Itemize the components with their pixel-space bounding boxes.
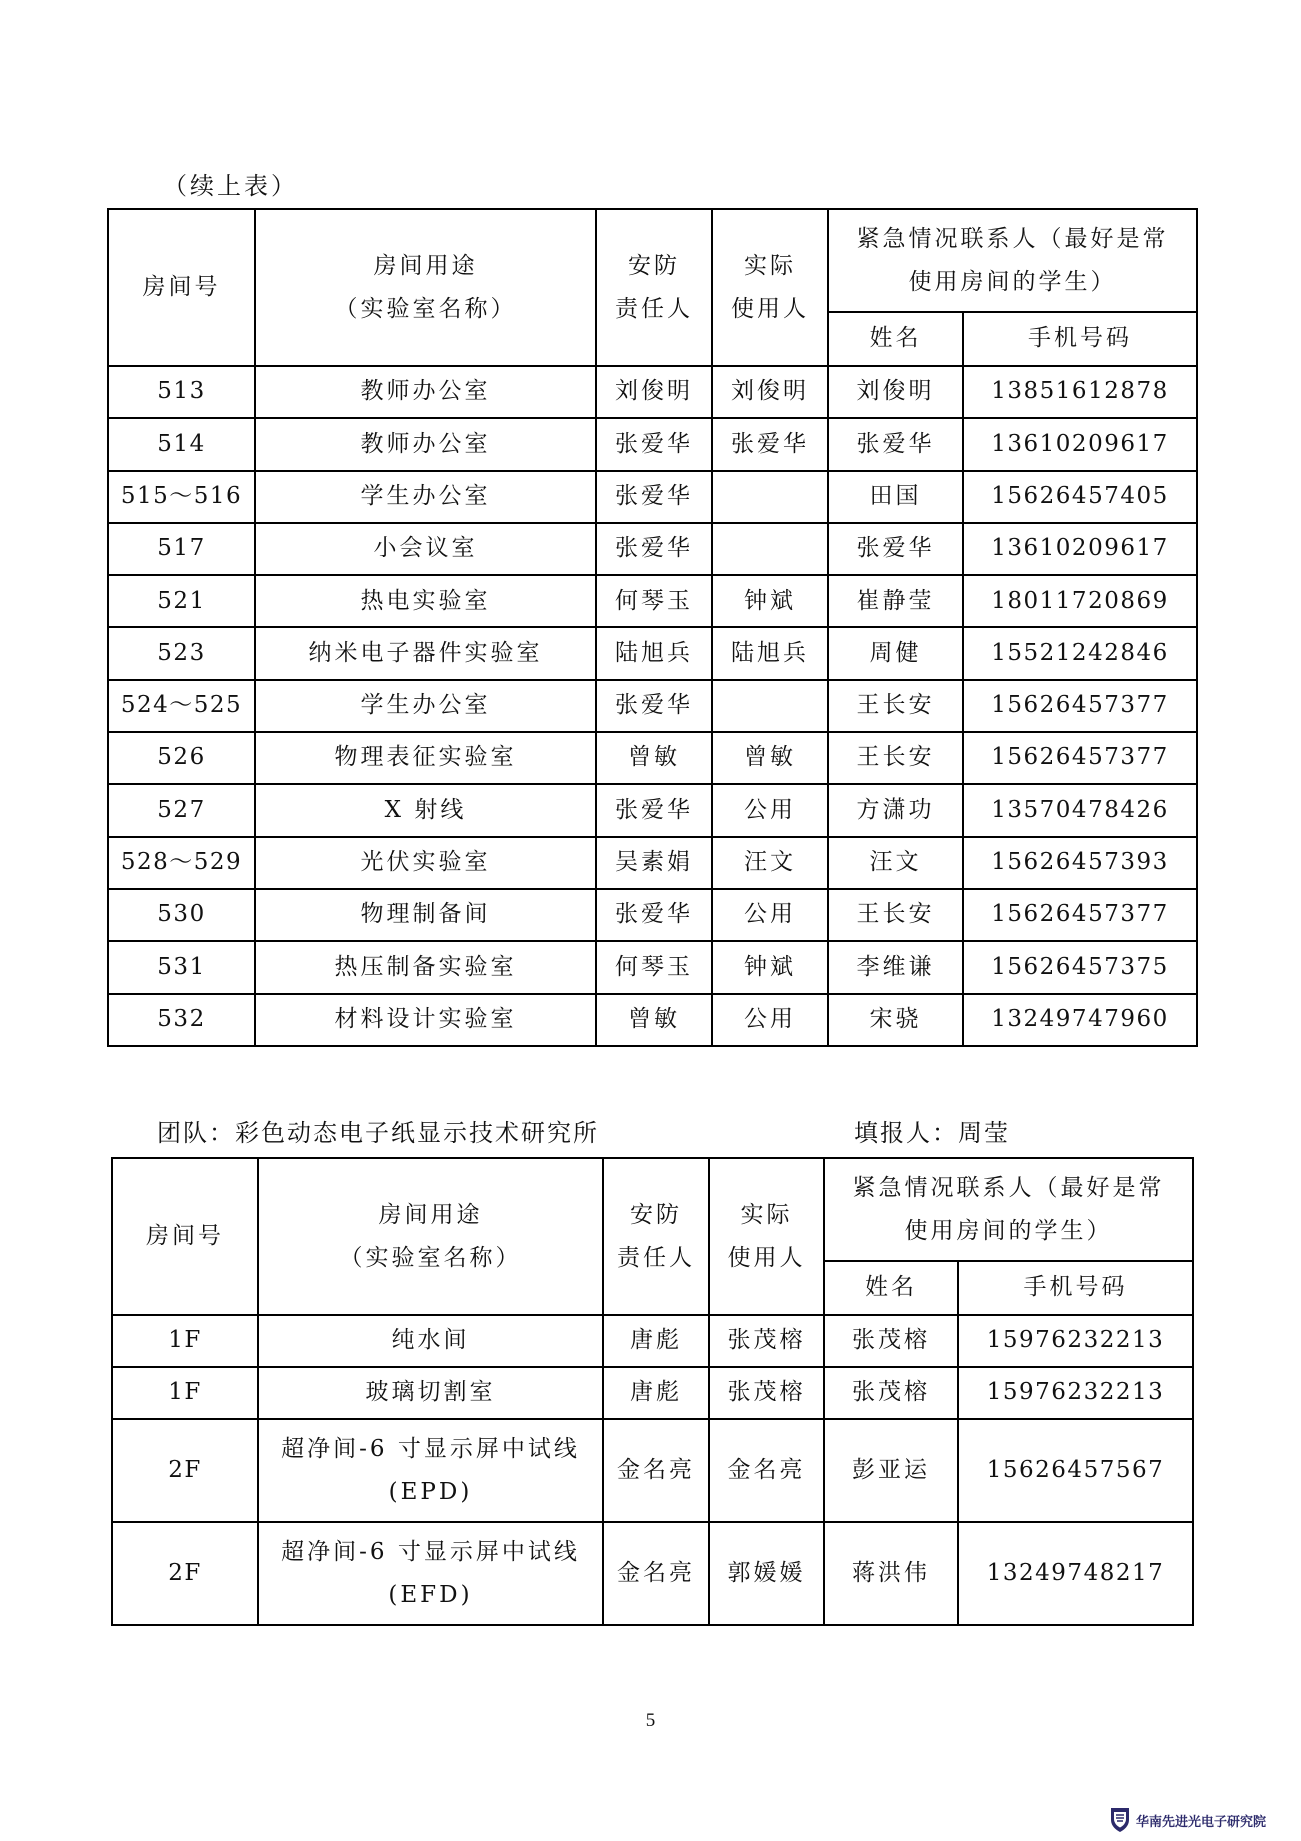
phone-cell: 13570478426 xyxy=(963,784,1197,836)
usage-cell: 超净间-6 寸显示屏中试线 (EPD) xyxy=(258,1419,603,1522)
room-cell: 532 xyxy=(108,994,255,1046)
user-cell: 郭媛媛 xyxy=(709,1522,824,1625)
contact-name-cell: 张茂榕 xyxy=(824,1367,958,1419)
security-cell: 张爱华 xyxy=(596,680,712,732)
security-cell: 刘俊明 xyxy=(596,366,712,418)
usage-cell: X 射线 xyxy=(255,784,596,836)
security-cell: 唐彪 xyxy=(603,1315,709,1367)
security-cell: 唐彪 xyxy=(603,1367,709,1419)
user-cell: 汪文 xyxy=(712,837,828,889)
security-cell: 吴素娟 xyxy=(596,837,712,889)
header-emergency: 紧急情况联系人（最好是常 使用房间的学生） xyxy=(828,209,1197,312)
continued-label: （续上表） xyxy=(163,172,298,200)
table-row xyxy=(108,575,1197,627)
phone-cell: 15626457375 xyxy=(963,941,1197,993)
table-row xyxy=(108,418,1197,470)
table-row xyxy=(108,732,1197,784)
user-cell: 钟斌 xyxy=(712,941,828,993)
contact-name-cell: 宋骁 xyxy=(828,994,963,1046)
table-row xyxy=(108,784,1197,836)
team-line xyxy=(157,1113,1023,1148)
usage-cell: 小会议室 xyxy=(255,523,596,575)
user-cell: 张爱华 xyxy=(712,418,828,470)
contact-name-cell: 方潇功 xyxy=(828,784,963,836)
contact-name-cell: 汪文 xyxy=(828,837,963,889)
user-cell: 张茂榕 xyxy=(709,1367,824,1419)
phone-cell: 15626457567 xyxy=(958,1419,1193,1522)
header-room: 房间号 xyxy=(108,209,255,366)
security-cell: 金名亮 xyxy=(603,1419,709,1522)
room-cell: 1F xyxy=(112,1315,258,1367)
phone-cell: 15976232213 xyxy=(958,1315,1193,1367)
table-row xyxy=(108,889,1197,941)
header-emergency: 紧急情况联系人（最好是常 使用房间的学生） xyxy=(824,1158,1193,1261)
room-cell: 521 xyxy=(108,575,255,627)
room-cell: 2F xyxy=(112,1522,258,1625)
table-row xyxy=(108,471,1197,523)
header-name: 姓名 xyxy=(828,312,963,366)
phone-cell: 15521242846 xyxy=(963,627,1197,679)
usage-cell: 物理制备间 xyxy=(255,889,596,941)
usage-cell: 学生办公室 xyxy=(255,471,596,523)
contact-name-cell: 张爱华 xyxy=(828,418,963,470)
page-number: 5 xyxy=(645,1710,656,1731)
usage-cell: 玻璃切割室 xyxy=(258,1367,603,1419)
phone-cell: 15626457405 xyxy=(963,471,1197,523)
room-table-2 xyxy=(111,1157,1194,1626)
security-cell: 金名亮 xyxy=(603,1522,709,1625)
usage-cell: 教师办公室 xyxy=(255,418,596,470)
contact-name-cell: 彭亚运 xyxy=(824,1419,958,1522)
room-cell: 531 xyxy=(108,941,255,993)
security-cell: 何琴玉 xyxy=(596,575,712,627)
usage-cell: 热压制备实验室 xyxy=(255,941,596,993)
contact-name-cell: 周健 xyxy=(828,627,963,679)
table-row xyxy=(112,1522,1193,1625)
phone-cell: 15626457377 xyxy=(963,732,1197,784)
contact-name-cell: 张茂榕 xyxy=(824,1315,958,1367)
security-cell: 张爱华 xyxy=(596,784,712,836)
usage-cell: 教师办公室 xyxy=(255,366,596,418)
security-cell: 张爱华 xyxy=(596,418,712,470)
usage-cell: 纯水间 xyxy=(258,1315,603,1367)
room-cell: 2F xyxy=(112,1419,258,1522)
phone-cell: 13610209617 xyxy=(963,523,1197,575)
user-cell: 钟斌 xyxy=(712,575,828,627)
usage-cell: 热电实验室 xyxy=(255,575,596,627)
room-cell: 528～529 xyxy=(108,837,255,889)
security-cell: 张爱华 xyxy=(596,523,712,575)
usage-cell: 超净间-6 寸显示屏中试线 (EFD) xyxy=(258,1522,603,1625)
table-row xyxy=(108,366,1197,418)
header-phone: 手机号码 xyxy=(963,312,1197,366)
room-cell: 524～525 xyxy=(108,680,255,732)
header-usage: 房间用途 （实验室名称） xyxy=(255,209,596,366)
room-table-1 xyxy=(107,208,1198,1047)
header-name: 姓名 xyxy=(824,1261,958,1315)
phone-cell: 15626457377 xyxy=(963,680,1197,732)
user-cell: 陆旭兵 xyxy=(712,627,828,679)
contact-name-cell: 王长安 xyxy=(828,889,963,941)
room-cell: 523 xyxy=(108,627,255,679)
phone-cell: 15626457377 xyxy=(963,889,1197,941)
contact-name-cell: 王长安 xyxy=(828,732,963,784)
shield-emblem-icon xyxy=(1108,1806,1132,1834)
user-cell xyxy=(712,680,828,732)
user-cell: 刘俊明 xyxy=(712,366,828,418)
room-cell: 527 xyxy=(108,784,255,836)
phone-cell: 13249748217 xyxy=(958,1522,1193,1625)
contact-name-cell: 李维谦 xyxy=(828,941,963,993)
room-cell: 515～516 xyxy=(108,471,255,523)
contact-name-cell: 王长安 xyxy=(828,680,963,732)
room-cell: 526 xyxy=(108,732,255,784)
user-cell: 公用 xyxy=(712,994,828,1046)
contact-name-cell: 刘俊明 xyxy=(828,366,963,418)
usage-cell: 学生办公室 xyxy=(255,680,596,732)
phone-cell: 15976232213 xyxy=(958,1367,1193,1419)
contact-name-cell: 蒋洪伟 xyxy=(824,1522,958,1625)
security-cell: 张爱华 xyxy=(596,889,712,941)
security-cell: 曾敏 xyxy=(596,994,712,1046)
usage-cell: 物理表征实验室 xyxy=(255,732,596,784)
header-security: 安防 责任人 xyxy=(603,1158,709,1315)
header-phone: 手机号码 xyxy=(958,1261,1193,1315)
table-row xyxy=(108,680,1197,732)
header-user: 实际 使用人 xyxy=(712,209,828,366)
usage-cell: 材料设计实验室 xyxy=(255,994,596,1046)
table-row xyxy=(108,627,1197,679)
institute-logo xyxy=(1108,1806,1266,1834)
room-cell: 517 xyxy=(108,523,255,575)
header-security: 安防 责任人 xyxy=(596,209,712,366)
reporter: 填报人：周莹 xyxy=(854,1119,1010,1147)
contact-name-cell: 张爱华 xyxy=(828,523,963,575)
header-room: 房间号 xyxy=(112,1158,258,1315)
usage-cell: 纳米电子器件实验室 xyxy=(255,627,596,679)
table-row xyxy=(112,1419,1193,1522)
usage-cell: 光伏实验室 xyxy=(255,837,596,889)
table-row xyxy=(108,994,1197,1046)
user-cell xyxy=(712,471,828,523)
user-cell: 金名亮 xyxy=(709,1419,824,1522)
room-cell: 1F xyxy=(112,1367,258,1419)
phone-cell: 13851612878 xyxy=(963,366,1197,418)
user-cell: 公用 xyxy=(712,784,828,836)
room-cell: 530 xyxy=(108,889,255,941)
security-cell: 陆旭兵 xyxy=(596,627,712,679)
table-row xyxy=(108,523,1197,575)
security-cell: 曾敏 xyxy=(596,732,712,784)
user-cell xyxy=(712,523,828,575)
phone-cell: 18011720869 xyxy=(963,575,1197,627)
team-name: 团队：彩色动态电子纸显示技术研究所 xyxy=(157,1119,599,1147)
logo-text: 华南先进光电子研究院 xyxy=(1136,1814,1267,1830)
phone-cell: 13610209617 xyxy=(963,418,1197,470)
security-cell: 张爱华 xyxy=(596,471,712,523)
contact-name-cell: 崔静莹 xyxy=(828,575,963,627)
phone-cell: 13249747960 xyxy=(963,994,1197,1046)
contact-name-cell: 田国 xyxy=(828,471,963,523)
table-row xyxy=(108,941,1197,993)
phone-cell: 15626457393 xyxy=(963,837,1197,889)
user-cell: 张茂榕 xyxy=(709,1315,824,1367)
room-cell: 514 xyxy=(108,418,255,470)
header-user: 实际 使用人 xyxy=(709,1158,824,1315)
security-cell: 何琴玉 xyxy=(596,941,712,993)
table-row xyxy=(112,1315,1193,1367)
user-cell: 曾敏 xyxy=(712,732,828,784)
table-row xyxy=(108,837,1197,889)
table-row xyxy=(112,1367,1193,1419)
user-cell: 公用 xyxy=(712,889,828,941)
room-cell: 513 xyxy=(108,366,255,418)
header-usage: 房间用途 （实验室名称） xyxy=(258,1158,603,1315)
